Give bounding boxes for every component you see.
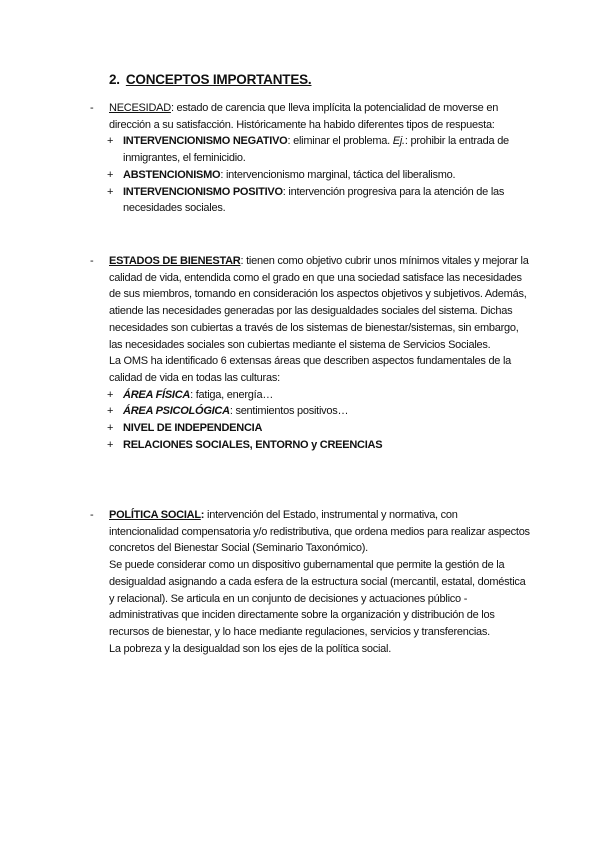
politica-intro: intervención del Estado, instrumental y normativa, con intencionalidad compensatoria y/o redistributiva, que ordena medios para realizar aspectos concretos del Bienestar Social (Seminario Taxonómico). — [109, 509, 530, 555]
section-politica-social — [90, 507, 530, 657]
item-text: : intervencionismo marginal, táctica del liberalismo. — [220, 168, 456, 181]
necesidad-list — [90, 133, 530, 217]
item-text: : eliminar el problema. — [287, 135, 393, 148]
item-label: RELACIONES SOCIALES, ENTORNO y CREENCIAS — [123, 438, 383, 451]
plus-marker: + — [107, 135, 114, 148]
section-estados-bienestar — [90, 253, 530, 453]
term-politica-social: POLÍTICA SOCIAL — [109, 509, 201, 521]
item-label: ÁREA PSICOLÓGICA — [123, 405, 230, 418]
list-item — [71, 420, 530, 437]
item-italic: Ej. — [392, 135, 405, 148]
plus-marker: + — [107, 438, 114, 451]
section-heading — [109, 72, 311, 87]
list-item — [71, 167, 530, 184]
item-text: : intervención progresiva para la atención de las necesidades sociales. — [123, 185, 505, 215]
list-item — [71, 133, 530, 166]
term-necesidad: NECESIDAD — [109, 102, 171, 114]
plus-marker: + — [107, 422, 114, 435]
list-item — [71, 387, 530, 404]
item-label: ÁREA FÍSICA — [123, 388, 191, 401]
item-label: INTERVENCIONISMO NEGATIVO — [123, 135, 288, 148]
dash-marker: - — [90, 509, 94, 521]
list-item — [71, 184, 530, 217]
item-text: : fatiga, energía… — [190, 388, 274, 401]
heading-text: CONCEPTOS IMPORTANTES. — [125, 72, 312, 87]
necesidad-intro: : estado de carencia que lleva implícita la potencialidad de moverse en dirección a su satisfacción. Históricamente ha habido diferentes tipos de respuesta: — [109, 102, 499, 131]
term-colon: : — [200, 509, 205, 521]
term-estados-bienestar: ESTADOS DE BIENESTAR — [109, 255, 241, 267]
item-label: INTERVENCIONISMO POSITIVO — [123, 185, 283, 198]
estados-intro: : tienen como objetivo cubrir unos mínimos vitales y mejorar la calidad de vida, entendida como el grado en que una sociedad satisface las necesidades de sus miembros, tomando en consideración los aspectos objetivos y subjetivos. Además, atiende las necesidades generadas por las desigualdades sociales del sistema. Dichas necesidades son cubiertas a través de los sistemas de bienestar/sistemas, sin embargo, las necesidades sociales son cubiertas mediante el sistema de Servicios Sociales. — [109, 255, 529, 351]
item-text: : sentimientos positivos… — [229, 405, 349, 418]
dash-marker: - — [90, 255, 94, 267]
plus-marker: + — [107, 388, 114, 401]
politica-closing: La pobreza y la desigualdad son los ejes de la política social. — [109, 642, 392, 655]
politica-extra: Se puede considerar como un dispositivo gubernamental que permite la gestión de la desigualdad asignando a cada esfera de la estructura social (mercantil, estatal, doméstica y relacional). Se articula en un conjunto de decisiones y actuaciones público - administrativas que inciden directamente sobre la organización y distribución de los recursos de bienestar, y lo hace mediante regulaciones, servicios y transferencias. — [109, 559, 526, 638]
list-item — [71, 403, 530, 420]
list-item — [71, 437, 530, 454]
dash-marker: - — [90, 102, 94, 114]
item-label: NIVEL DE INDEPENDENCIA — [123, 422, 263, 435]
section-necesidad — [90, 100, 530, 217]
plus-marker: + — [107, 185, 114, 198]
plus-marker: + — [107, 168, 114, 181]
estados-extra: La OMS ha identificado 6 extensas áreas que describen aspectos fundamentales de la calidad de vida en todas las culturas: — [109, 355, 512, 384]
item-label: ABSTENCIONISMO — [123, 168, 221, 181]
item-text: : prohibir la entrada de inmigrantes, el feminicidio. — [123, 135, 509, 165]
plus-marker: + — [107, 405, 114, 418]
estados-list — [90, 387, 530, 454]
heading-number: 2. — [109, 72, 120, 87]
